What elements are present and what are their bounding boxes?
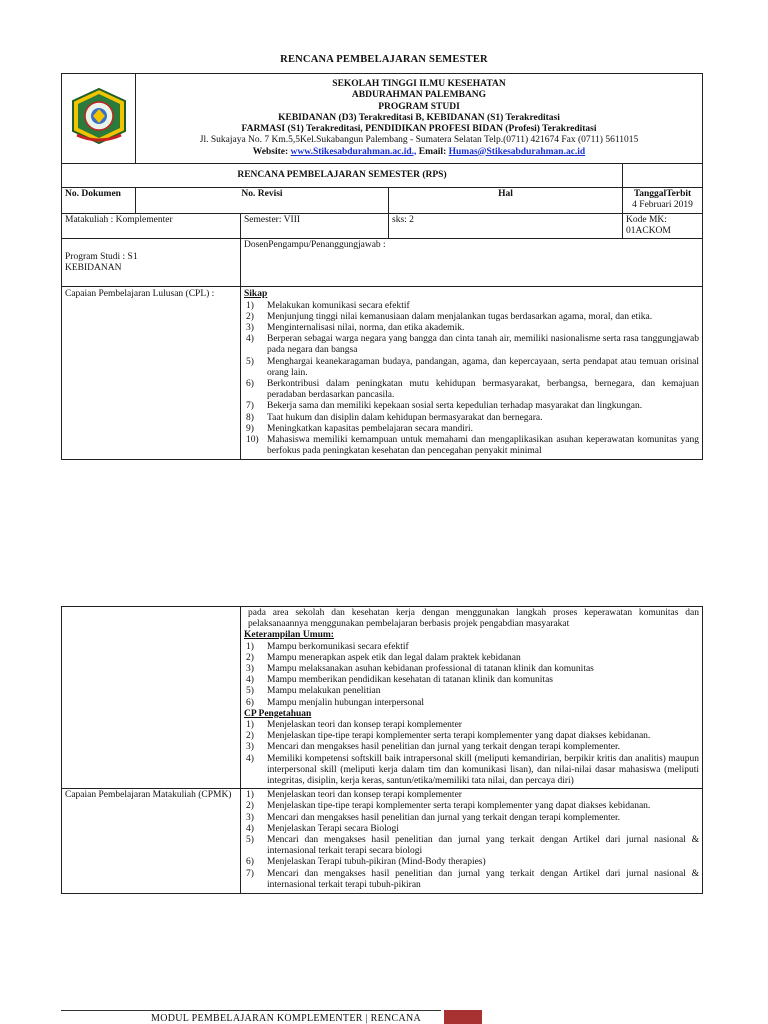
list-item-number: 8) (246, 412, 254, 423)
list-item-number: 4) (246, 334, 254, 345)
list-item (244, 790, 699, 801)
list-item-text: Menjelaskan Terapi secara Biologi (267, 823, 399, 834)
sks-cell: sks: 2 (389, 214, 623, 239)
list-item-text: Mampu menjalin hubungan interpersonal (267, 697, 424, 708)
list-item-number: 3) (246, 812, 254, 823)
cp-pengetahuan-list (244, 720, 699, 787)
list-item (244, 642, 699, 653)
list-item-text: Mencari dan mengakses hasil penelitian dan jurnal yang terkait dengan terapi komplementer. (267, 742, 620, 753)
footer-rule (61, 1010, 441, 1011)
list-item (244, 813, 699, 824)
list-item (244, 801, 699, 812)
list-item-number: 6) (246, 857, 254, 868)
dosen-cell: DosenPengampu/Penanggungjawab : (241, 239, 703, 287)
list-item-text: Mampu berkomunikasi secara efektif (267, 641, 409, 652)
list-item (244, 379, 699, 401)
no-revisi-label: No. Revisi (136, 188, 389, 214)
semester-cell: Semester: VIII (241, 214, 389, 239)
list-item-number: 9) (246, 423, 254, 434)
list-item (244, 312, 699, 323)
list-item (244, 334, 699, 356)
header-line-2: ABDURAHMAN PALEMBANG (351, 90, 487, 101)
list-item (244, 357, 699, 379)
list-item (244, 401, 699, 412)
list-item (244, 857, 699, 868)
doc-title: RENCANA PEMBELAJARAN SEMESTER (280, 54, 488, 65)
header-line-1: SEKOLAH TINGGI ILMU KESEHATAN (332, 79, 506, 90)
list-item-text: Mencari dan mengakses hasil penelitian dan jurnal yang terkait dengan Artikel dari jurnal nasional & internasional terkait terapi tubuh-pikiran (267, 868, 699, 890)
page-footer (61, 1010, 702, 1024)
program-studi-text: Program Studi : S1 KEBIDANAN (65, 251, 138, 273)
tanggal-terbit (623, 188, 703, 214)
list-item-number: 1) (246, 720, 254, 731)
cpmk-list (244, 790, 699, 891)
list-item-number: 2) (246, 652, 254, 663)
list-item-number: 10) (246, 435, 259, 446)
list-item-text: Mencari dan mengakses hasil penelitian dan jurnal yang terkait dengan terapi komplementer. (267, 812, 620, 823)
list-item (244, 675, 699, 686)
list-item (244, 413, 699, 424)
list-item-text: Mencari dan mengakses hasil penelitian dan jurnal yang terkait dengan Artikel dari jurnal nasional & internasional terkait terapi secara biologi (267, 835, 699, 857)
program-studi-cell (62, 239, 241, 287)
cp-pengetahuan-heading: CP Pengetahuan (244, 708, 312, 719)
page2-label-blank (62, 607, 241, 789)
list-item-number: 5) (246, 835, 254, 846)
list-item-text: Mahasiswa memiliki kemampuan untuk memahami dan mengaplikasikan asuhan keperawatan komunitas yang berfokus pada peningkatan kesehatan dan pencegahan penyakit minimal (267, 435, 699, 457)
website-label: Website: (252, 146, 289, 157)
list-item (244, 686, 699, 697)
list-item-text: Menjelaskan tipe-tipe terapi komplementer serta terapi komplementer yang dapat diakses kebidanan. (267, 801, 651, 812)
rps-title: RENCANA PEMBELAJARAN SEMESTER (RPS) (62, 164, 623, 188)
kode-mk-cell: Kode MK: 01ACKOM (623, 214, 703, 239)
cpmk-content (241, 789, 703, 894)
list-item-number: 6) (246, 379, 254, 390)
cpmk-label: Capaian Pembelajaran Matakuliah (CPMK) (62, 789, 241, 894)
keterampilan-umum-list (244, 642, 699, 709)
list-item-number: 2) (246, 731, 254, 742)
list-item-number: 3) (246, 664, 254, 675)
header-contact (139, 147, 699, 158)
list-item-text: Menjelaskan tipe-tipe terapi komplementer serta terapi komplementer yang dapat diakses kebidanan. (267, 731, 651, 742)
header-line-4: KEBIDANAN (D3) Terakreditasi B, KEBIDANAN (S1) Terakreditasi (278, 112, 560, 123)
list-item (244, 742, 699, 753)
list-item-text: Menjunjung tinggi nilai kemanusiaan dalam menjalankan tugas berdasarkan agama, moral, dan etika. (267, 311, 653, 322)
website-link[interactable]: www.Stikesabdurahman.ac.id., (290, 146, 417, 157)
list-item-text: Menghargai keanekaragaman budaya, pandangan, agama, dan kepercayaan, serta pendapat atau temuan orisinal orang lain. (267, 356, 699, 378)
list-item-text: Mampu menerapkan aspek etik dan legal dalam praktek kebidanan (267, 652, 521, 663)
list-item (244, 869, 699, 891)
list-item-text: Mampu memberikan pendidikan kesehatan di tatanan klinik dan komunitas (267, 675, 553, 686)
matakuliah-cell: Matakuliah : Komplementer (62, 214, 241, 239)
list-item (244, 754, 699, 788)
list-item-text: Melakukan komunikasi secara efektif (267, 300, 410, 311)
list-item-number: 6) (246, 697, 254, 708)
list-item-text: Menjelaskan teori dan konsep terapi komplementer (267, 790, 462, 801)
header-line-3: PROGRAM STUDI (378, 101, 460, 112)
list-item-number: 4) (246, 753, 254, 764)
list-item (244, 301, 699, 312)
list-item-text: Mampu melaksanakan asuhan kebidanan professional di tatanan klinik dan komunitas (267, 664, 594, 675)
list-item-text: Menjelaskan Terapi tubuh-pikiran (Mind-Body therapies) (267, 857, 486, 868)
list-item-number: 2) (246, 801, 254, 812)
footer-page-box (444, 1010, 482, 1024)
list-item-number: 5) (246, 356, 254, 367)
cpl-label: Capaian Pembelajaran Lulusan (CPL) : (62, 287, 241, 460)
list-item-number: 3) (246, 323, 254, 334)
header-line-5: FARMASI (S1) Terakreditasi, PENDIDIKAN PROFESI BIDAN (Profesi) Terakreditasi (241, 124, 597, 135)
list-item (244, 323, 699, 334)
hal-label: Hal (389, 188, 623, 214)
list-item-number: 1) (246, 641, 254, 652)
list-item (244, 720, 699, 731)
list-item (244, 698, 699, 709)
list-item-text: Taat hukum dan disiplin dalam kehidupan bermasyarakat dan bernegara. (267, 412, 543, 423)
email-label: Email: (418, 146, 447, 157)
logo-cell (62, 74, 136, 164)
list-item (244, 435, 699, 457)
list-item-number: 7) (246, 401, 254, 412)
list-item-text: Bekerja sama dan memiliki kepekaan sosial serta kepedulian terhadap masyarakat dan lingkungan. (267, 401, 643, 412)
institution-header (136, 74, 703, 164)
list-item-number: 1) (246, 300, 254, 311)
rps-title-blank (623, 164, 703, 188)
list-item-text: Meningkatkan kapasitas pembelajaran secara mandiri. (267, 423, 474, 434)
list-item (244, 731, 699, 742)
list-item-number: 5) (246, 686, 254, 697)
cpl-content (241, 287, 703, 460)
list-item-number: 3) (246, 742, 254, 753)
list-item (244, 835, 699, 857)
footer-text: MODUL PEMBELAJARAN KOMPLEMENTER | RENCANA (151, 1013, 422, 1024)
list-item (244, 824, 699, 835)
list-item-number: 1) (246, 790, 254, 801)
sikap-heading: Sikap (244, 289, 268, 300)
no-dokumen-label: No. Dokumen (62, 188, 136, 214)
list-item-text: Mampu melakukan penelitian (267, 686, 381, 697)
list-item-text: Menjelaskan teori dan konsep terapi komplementer (267, 720, 462, 731)
page2-content (241, 607, 703, 789)
list-item-number: 2) (246, 311, 254, 322)
list-item (244, 653, 699, 664)
list-item (244, 424, 699, 435)
list-item-text: Berkontribusi dalam peningkatan mutu kehidupan bermasyarakat, berbangsa, bernegara, dan kemajuan peradaban berdasarkan pancasila. (267, 379, 699, 401)
tanggal-label: TanggalTerbit (633, 189, 692, 199)
rps-header-table (61, 73, 703, 460)
list-item (244, 664, 699, 675)
list-item-text: Menginternalisasi nilai, norma, dan etika akademik. (267, 323, 465, 334)
email-link[interactable]: Humas@Stikesabdurahman.ac.id (448, 146, 586, 157)
header-address: Jl. Sukajaya No. 7 Km.5,5Kel.Sukabangun Palembang - Sumatera Selatan Telp.(0711) 421674 Fax (0711) 5611015 (199, 135, 639, 146)
institution-logo-icon (67, 87, 131, 145)
list-item-text: Berperan sebagai warga negara yang bangga dan cinta tanah air, memiliki nasionalisme serta rasa tanggungjawab pada negara dan bangsa (267, 334, 699, 356)
continuation-text: pada area sekolah dan kesehatan kerja dengan menggunakan langkah proses keperawatan komunitas dan pelaksanaannya menggunakan pembelajaran berbasis projek pengabdian masyarakat (248, 608, 699, 630)
keterampilan-umum-heading: Keterampilan Umum: (244, 630, 334, 641)
list-item-number: 4) (246, 675, 254, 686)
rps-content-table (61, 606, 703, 894)
list-item-number: 7) (246, 868, 254, 879)
tanggal-value: 4 Februari 2019 (632, 200, 693, 211)
sikap-list (244, 301, 699, 458)
list-item-text: Memiliki kompetensi softskill baik intrapersonal skill (meliputi kemandirian, berpikir kritis dan analitis) maupun interpersonal skill (meliputi kerja dalam tim dan komunikasi lisan), dan nilai-nilai dasar mahasiswa (meliputi integritas, disiplin, kerja keras, santun/etika/memiliki tata nilai, dan percaya diri) (267, 753, 699, 787)
list-item-number: 4) (246, 823, 254, 834)
